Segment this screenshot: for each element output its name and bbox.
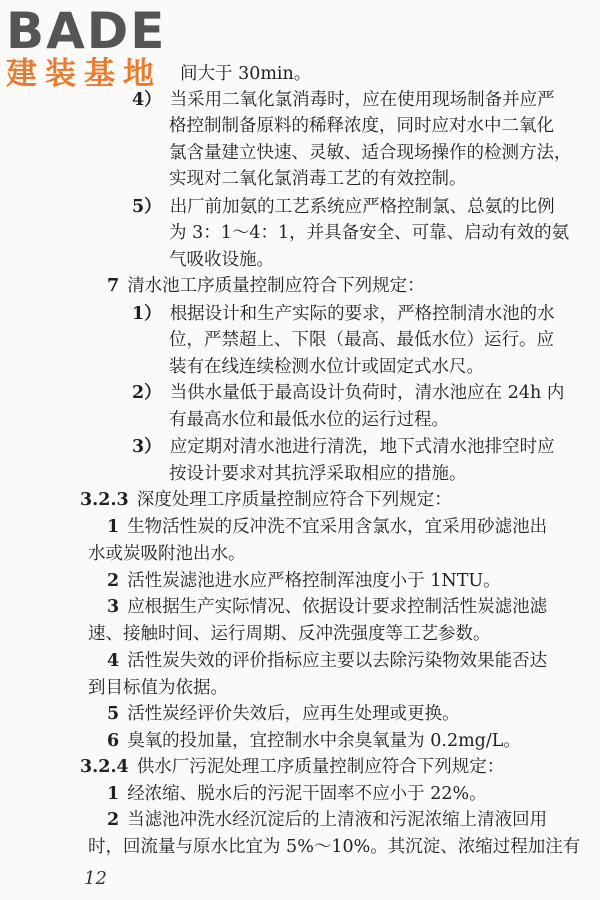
item-number: 3） (132, 437, 162, 458)
item-number: 5 (107, 704, 120, 725)
text-line (161, 407, 449, 433)
line-text: 位，严禁超上、下限（最高、最低水位）运行。应 (169, 330, 554, 351)
line-text: 当采用二氧化氯消毒时，应在使用现场制备并应严 (169, 89, 555, 110)
line-text: 应定期对清水池进行清洗，地下式清水池排空时应 (169, 437, 555, 458)
line-text: 当滤池冲洗水经沉淀后的上清液和污泥浓缩上清液回用 (127, 810, 548, 831)
item-number: 2） (132, 383, 162, 404)
item-number: 4） (132, 89, 162, 110)
logo-subtitle: 建装基地 (6, 56, 162, 92)
line-text: 生物活性炭的反冲洗不宜采用含氯水，宜采用砂滤池出 (127, 516, 548, 537)
line-text: 速、接触时间、运行周期、反冲洗强度等工艺参数。 (88, 623, 491, 644)
line-text: 按设计要求对其抗浮采取相应的措施。 (169, 463, 467, 484)
line-text: 实现对二氧化氯消毒工艺的有效控制。 (169, 169, 467, 190)
text-line (80, 754, 504, 780)
text-line (107, 701, 460, 727)
line-text: 当供水量低于最高设计负荷时，清水池应在 24h 内 (169, 383, 565, 404)
line-text: 格控制制备原料的稀释浓度，同时应对水中二氧化 (169, 116, 554, 137)
line-text: 深度处理工序质量控制应符合下列规定： (136, 490, 452, 511)
item-number: 3.2.4 (80, 757, 129, 778)
line-text: 经浓缩、脱水后的污泥干固率不应小于 22%。 (127, 783, 487, 804)
text-line (161, 166, 467, 192)
item-number: 2 (107, 810, 120, 831)
line-text: 时，回流量与原水比宜为 5%～10%。其沉淀、浓缩过程加注有 (88, 837, 581, 857)
text-line (132, 194, 555, 220)
item-number: 2 (107, 570, 120, 591)
line-text: 水或炭吸附池出水。 (88, 544, 246, 565)
line-text: 清水池工序质量控制应符合下列规定： (127, 276, 425, 297)
text-line (107, 807, 547, 833)
text-line (172, 61, 311, 87)
text-line (107, 273, 425, 299)
line-text: 活性炭经评价失效后，应再生处理或更换。 (127, 704, 460, 725)
item-number: 6 (107, 730, 120, 751)
line-text: 活性炭失效的评价指标应主要以去除污染物效果能否达 (127, 651, 548, 672)
item-number: 1 (107, 783, 120, 804)
text-line (107, 594, 547, 620)
text-line (107, 781, 487, 807)
line-text: 出厂前加氨的工艺系统应严格控制氯、总氨的比例 (169, 196, 555, 217)
text-line (161, 327, 554, 353)
text-line (80, 541, 246, 567)
text-line (107, 568, 501, 594)
text-line (107, 514, 547, 540)
line-text: 间大于 30min。 (180, 64, 312, 84)
text-line (80, 487, 452, 513)
line-text: 供水厂污泥处理工序质量控制应符合下列规定： (136, 757, 505, 778)
line-text: 装有在线连续检测水位计或固定式水尺。 (169, 356, 484, 377)
text-line (161, 247, 274, 273)
line-text: 有最高水位和最低水位的运行过程。 (169, 409, 449, 430)
text-line (80, 675, 228, 701)
text-line (161, 220, 569, 246)
text-line (161, 354, 484, 380)
item-number: 3 (107, 597, 120, 618)
line-text: 根据设计和生产实际的要求，严格控制清水池的水 (169, 303, 555, 324)
line-text: 氯含量建立快速、灵敏、适合现场操作的检测方法， (169, 142, 572, 163)
text-line (161, 140, 572, 166)
line-text: 臭氧的投加量，宜控制水中余臭氧量为 0.2mg/L。 (127, 730, 521, 751)
text-line (80, 621, 491, 647)
text-line (107, 648, 547, 674)
logo-wordmark: BADE (6, 2, 167, 60)
item-number: 3.2.3 (80, 490, 129, 511)
line-text: 到目标值为依据。 (88, 677, 228, 698)
line-text: 气吸收设施。 (169, 249, 274, 270)
text-line (132, 87, 555, 113)
text-line (161, 113, 554, 139)
line-text: 为 3：1～4：1，并具备安全、可靠、启动有效的氨 (169, 223, 570, 244)
text-line (132, 301, 555, 327)
text-line (80, 834, 580, 860)
text-line (132, 434, 555, 460)
text-line (107, 728, 521, 754)
item-number: 7 (107, 276, 120, 297)
item-number: 1 (107, 516, 120, 537)
line-text: 活性炭滤池进水应严格控制浑浊度小于 1NTU。 (127, 570, 501, 591)
item-number: 5） (132, 196, 162, 217)
text-line (161, 461, 467, 487)
item-number: 1） (132, 303, 162, 324)
item-number: 4 (107, 651, 120, 672)
page-number: 12 (84, 868, 107, 889)
text-line (132, 380, 564, 406)
line-text: 应根据生产实际情况、依据设计要求控制活性炭滤池滤 (127, 597, 548, 618)
